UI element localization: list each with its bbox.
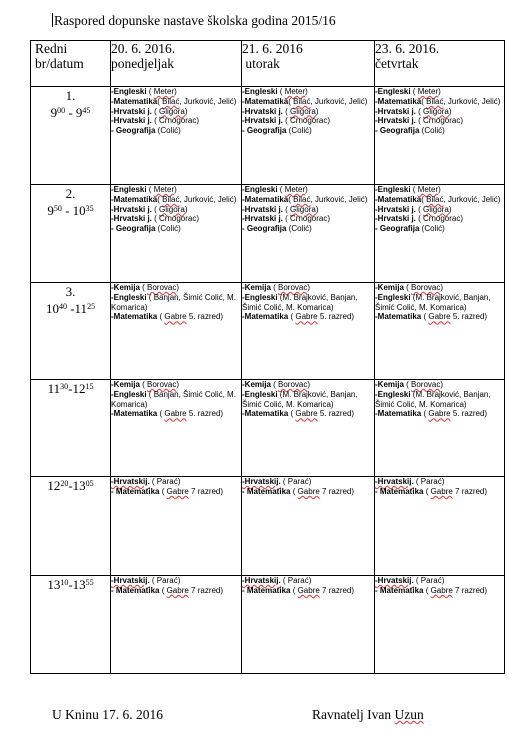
time-slot-cell — [31, 477, 111, 576]
schedule-cell — [111, 576, 242, 674]
time-range: $9^{00} - 9^{45}$ — [50, 105, 91, 120]
subject-entry: -Matematika ( Gabre 5. razred) — [111, 312, 224, 322]
subject-entry: -Matematika ( Gabre 5. razred) — [242, 409, 355, 419]
subject-entry: -Engleski ( Meter) — [111, 87, 177, 96]
subject-entry: - Matematika ( Gabre 7 razred) — [111, 585, 224, 595]
schedule-cell — [375, 477, 505, 576]
period-number: 1. — [65, 88, 76, 103]
schedule-cell — [111, 283, 242, 380]
subject-entry: - Geografija (Colić) — [242, 126, 312, 136]
schedule-cell — [242, 477, 375, 576]
subject-entry: -Engleski ( Meter) — [375, 185, 441, 194]
time-slot-cell — [31, 283, 111, 380]
header-row — [31, 41, 505, 87]
subject-entry: -Engleski (M. Brajković, Banjan, Šimić Colić, M. Komarica) — [242, 389, 360, 409]
subject-entry: -Engleski (M. Brajković, Banjan, Šimić Colić, M. Komarica) — [375, 292, 493, 312]
header-col-rowlabel: Redni br/datum — [31, 41, 111, 87]
subject-entry: -Hrvatski j. ( Crnogorac) — [242, 214, 331, 224]
schedule-table — [30, 40, 505, 674]
subject-entry: - Matematika ( Gabre 7 razred) — [242, 486, 355, 496]
table-row — [31, 380, 505, 477]
subject-entry: -Matematika( Bilać, Jurković, Jelić) — [375, 96, 501, 106]
subject-entry: -Engleski (M. Brajković, Banjan, Šimić Colić, M. Komarica) — [375, 389, 493, 409]
subject-entry: - Geografija (Colić) — [111, 126, 181, 136]
subject-entry: - Geografija (Colić) — [375, 126, 445, 136]
subject-entry: -Matematika ( Gabre 5. razred) — [242, 312, 355, 322]
time-slot-cell — [31, 87, 111, 185]
subject-entry: -Engleski ( Meter) — [375, 87, 441, 96]
subject-entry: -Engleski ( Meter) — [111, 185, 177, 194]
subject-entry: -Matematika( Bilać, Jurković, Jelić) — [111, 96, 237, 106]
subject-entry: -Matematika ( Gabre 5. razred) — [375, 409, 488, 419]
time-slot-cell — [31, 576, 111, 674]
subject-entry: -Hrvatski j. ( Crnogorac) — [111, 214, 200, 224]
subject-entry: -Hrvatskij. ( Parać) — [242, 576, 312, 585]
schedule-cell — [375, 283, 505, 380]
table-row — [31, 283, 505, 380]
subject-entry: - Matematika ( Gabre 7 razred) — [111, 486, 224, 496]
subject-entry: -Engleski ( Meter) — [242, 87, 308, 96]
subject-entry: -Kemija ( Borovac) — [111, 283, 180, 292]
schedule-cell — [375, 87, 505, 185]
time-range: $11^{30}-12^{15}$ — [47, 381, 94, 396]
subject-entry: -Hrvatski j. ( Crnogorac) — [375, 116, 464, 126]
schedule-cell — [375, 576, 505, 674]
schedule-cell — [242, 283, 375, 380]
time-slot-cell — [31, 380, 111, 477]
subject-entry: -Hrvatski j. ( Crnogorac) — [111, 116, 200, 126]
subject-entry: -Hrvatski j. ( Gligora) — [375, 106, 452, 116]
subject-entry: - Matematika ( Gabre 7 razred) — [242, 585, 355, 595]
header-col-monday: 20. 6. 2016. ponedjeljak — [111, 41, 242, 87]
time-range: $13^{10}-13^{55}$ — [47, 577, 94, 592]
table-row — [31, 185, 505, 283]
time-slot-cell — [31, 185, 111, 283]
title-text: Raspored dopunske nastave školska godina 2015/16 — [54, 13, 336, 28]
time-range: $12^{20}-13^{05}$ — [47, 478, 94, 493]
document-title — [52, 13, 336, 29]
schedule-cell — [242, 576, 375, 674]
subject-entry: -Hrvatski j. ( Gligora) — [111, 106, 188, 116]
subject-entry: -Matematika( Bilać, Jurković, Jelić) — [375, 194, 501, 204]
subject-entry: -Hrvatskij. ( Parać) — [242, 477, 312, 486]
schedule-cell — [242, 87, 375, 185]
subject-entry: -Matematika ( Gabre 5. razred) — [375, 312, 488, 322]
schedule-cell — [111, 185, 242, 283]
subject-entry: -Matematika ( Gabre 5. razred) — [111, 409, 224, 419]
subject-entry: -Hrvatskij. ( Parać) — [375, 576, 445, 585]
schedule-cell — [111, 87, 242, 185]
schedule-cell — [242, 185, 375, 283]
subject-entry: -Engleski ( Meter) — [242, 185, 308, 194]
subject-entry: -Kemija ( Borovac) — [242, 380, 311, 389]
subject-entry: -Engleski ( Banjan, Šimić Colić, M. Komarica) — [111, 389, 239, 409]
subject-entry: -Hrvatski j. ( Gligora) — [111, 204, 188, 214]
subject-entry: -Hrvatskij. ( Parać) — [111, 477, 181, 486]
text-cursor — [52, 13, 53, 27]
subject-entry: -Kemija ( Borovac) — [375, 380, 444, 389]
subject-entry: - Geografija (Colić) — [111, 224, 181, 234]
subject-entry: - Matematika ( Gabre 7 razred) — [375, 486, 488, 496]
subject-entry: - Geografija (Colić) — [242, 224, 312, 234]
table-row — [31, 576, 505, 674]
header-col-thursday: 23. 6. 2016. četvrtak — [375, 41, 505, 87]
subject-entry: -Hrvatskij. ( Parać) — [111, 576, 181, 585]
table-row — [31, 477, 505, 576]
subject-entry: -Hrvatski j. ( Crnogorac) — [375, 214, 464, 224]
schedule-cell — [111, 380, 242, 477]
subject-entry: - Matematika ( Gabre 7 razred) — [375, 585, 488, 595]
subject-entry: -Engleski (M. Brajković, Banjan, Šimić Colić, M. Komarica) — [242, 292, 360, 312]
period-number: 3. — [65, 284, 76, 299]
subject-entry: -Kemija ( Borovac) — [242, 283, 311, 292]
subject-entry: -Hrvatskij. ( Parać) — [375, 477, 445, 486]
subject-entry: -Hrvatski j. ( Gligora) — [375, 204, 452, 214]
header-col-tuesday: 21. 6. 2016 utorak — [242, 41, 375, 87]
subject-entry: -Matematika( Bilać, Jurković, Jelić) — [242, 194, 368, 204]
subject-entry: -Kemija ( Borovac) — [375, 283, 444, 292]
subject-entry: -Kemija ( Borovac) — [111, 380, 180, 389]
place-date: U Kninu 17. 6. 2016 — [52, 707, 163, 722]
principal-signature-line: Ravnatelj Ivan Uzun — [312, 707, 424, 722]
subject-entry: -Engleski ( Banjan, Šimić Colić, M. Komarica) — [111, 292, 239, 312]
subject-entry: -Hrvatski j. ( Gligora) — [242, 204, 319, 214]
time-range: $9^{50} - 10^{35}$ — [47, 203, 94, 218]
subject-entry: -Hrvatski j. ( Crnogorac) — [242, 116, 331, 126]
schedule-cell — [111, 477, 242, 576]
subject-entry: -Hrvatski j. ( Gligora) — [242, 106, 319, 116]
time-range: $10^{40}$ $-11^{25}$ — [45, 301, 96, 316]
schedule-cell — [242, 380, 375, 477]
period-number: 2. — [65, 186, 76, 201]
table-row — [31, 87, 505, 185]
subject-entry: -Matematika( Bilać, Jurković, Jelić) — [111, 194, 237, 204]
subject-entry: -Matematika( Bilać, Jurković, Jelić) — [242, 96, 368, 106]
schedule-cell — [375, 185, 505, 283]
subject-entry: - Geografija (Colić) — [375, 224, 445, 234]
schedule-cell — [375, 380, 505, 477]
